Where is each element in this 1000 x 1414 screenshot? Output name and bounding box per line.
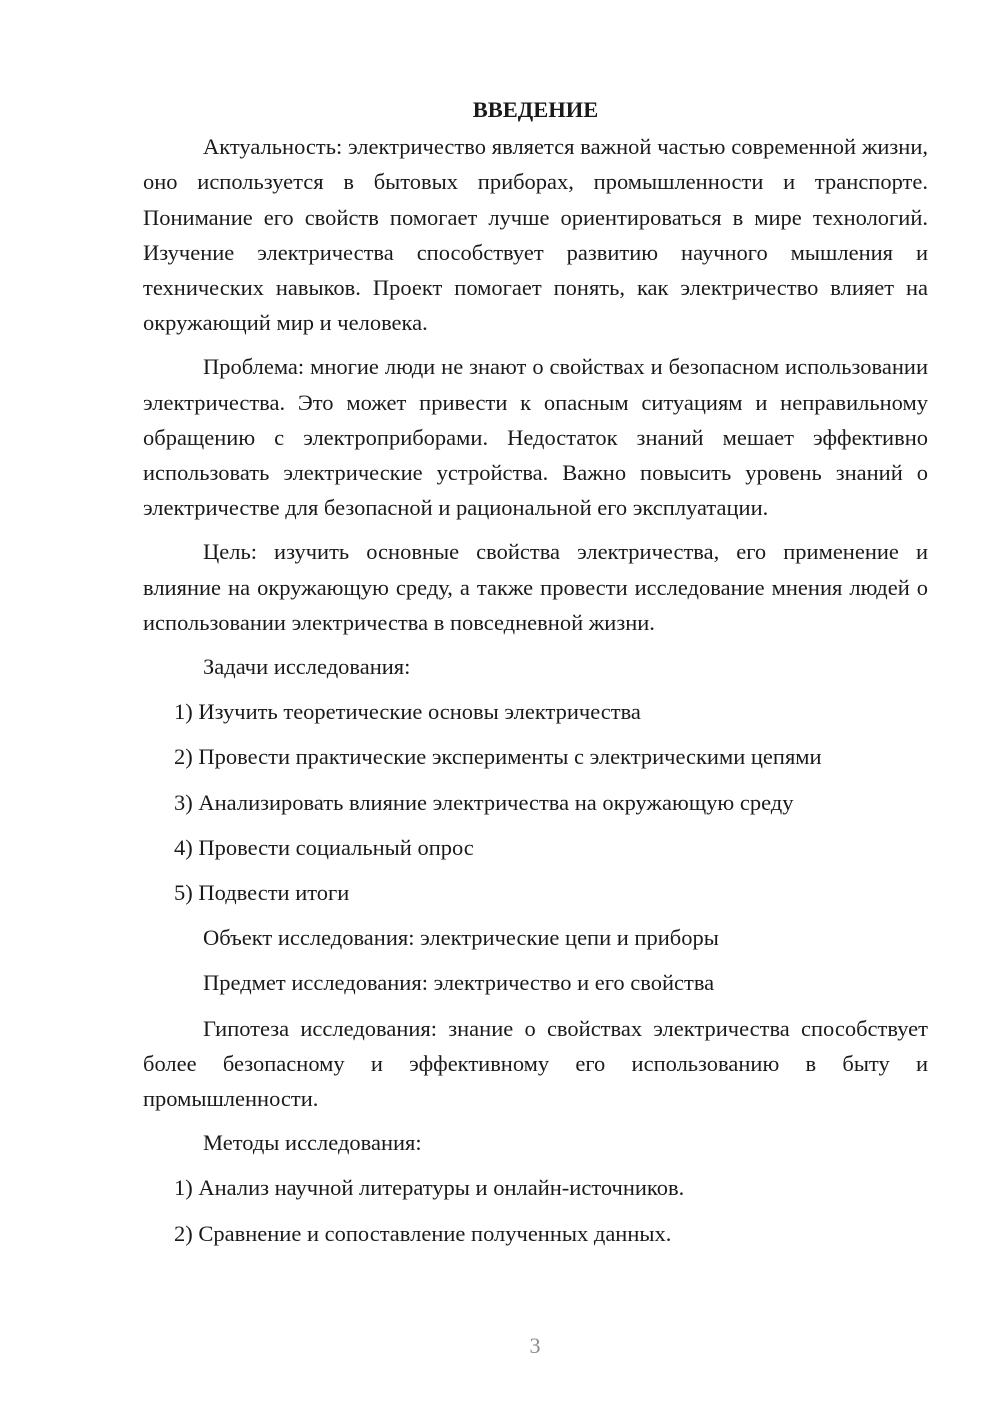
research-object: Объект исследования: электрические цепи и приборы xyxy=(203,925,719,951)
list-item: 1) Анализ научной литературы и онлайн-источников. xyxy=(174,1175,685,1201)
goal-paragraph: Цель: изучить основные свойства электричества, его применение и влияние на окружающую среду, а также провести исследование мнения людей о использовании электричества в повседневной жизни. xyxy=(143,539,928,635)
section-title: ВВЕДЕНИЕ xyxy=(472,97,599,122)
list-item: 1) Изучить теоретические основы электричества xyxy=(174,699,641,725)
tasks-list xyxy=(143,694,928,910)
hypothesis-paragraph: Гипотеза исследования: знание о свойствах электричества способствует более безопасному и эффективному его использованию в быту и промышленности. xyxy=(143,1015,928,1112)
methods-list xyxy=(143,1170,928,1250)
list-item: 4) Провести социальный опрос xyxy=(174,834,474,860)
list-item: 2) Сравнение и сопоставление полученных данных. xyxy=(174,1220,672,1246)
document-page xyxy=(143,92,928,1261)
page-number: 3 xyxy=(529,1333,541,1358)
relevance-paragraph: Актуальность: электричество является важной частью современной жизни, оно используется в бытовых приборах, промышленности и транспорте. Понимание его свойств помогает лучше ориентироваться в мире технологий. Изучение электричества способствует развитию научного мышления и технических навыков. Проект помогает понять, как электричество влияет на окружающий мир и человека. xyxy=(143,134,928,336)
research-subject: Предмет исследования: электричество и его свойства xyxy=(203,970,715,996)
methods-heading: Методы исследования: xyxy=(203,1130,422,1156)
list-item: 5) Подвести итоги xyxy=(174,880,350,906)
list-item: 2) Провести практические эксперименты с электрическими цепями xyxy=(174,744,822,770)
problem-paragraph: Проблема: многие люди не знают о свойствах и безопасном использовании электричества. Это может привести к опасным ситуациям и неправильному обращению с электроприборами. Недостаток знаний мешает эффективно использовать электрические устройства. Важно повысить уровень знаний о электричестве для безопасной и рациональной его эксплуатации. xyxy=(143,354,928,521)
tasks-heading: Задачи исследования: xyxy=(203,654,411,680)
list-item: 3) Анализировать влияние электричества на окружающую среду xyxy=(174,789,794,815)
